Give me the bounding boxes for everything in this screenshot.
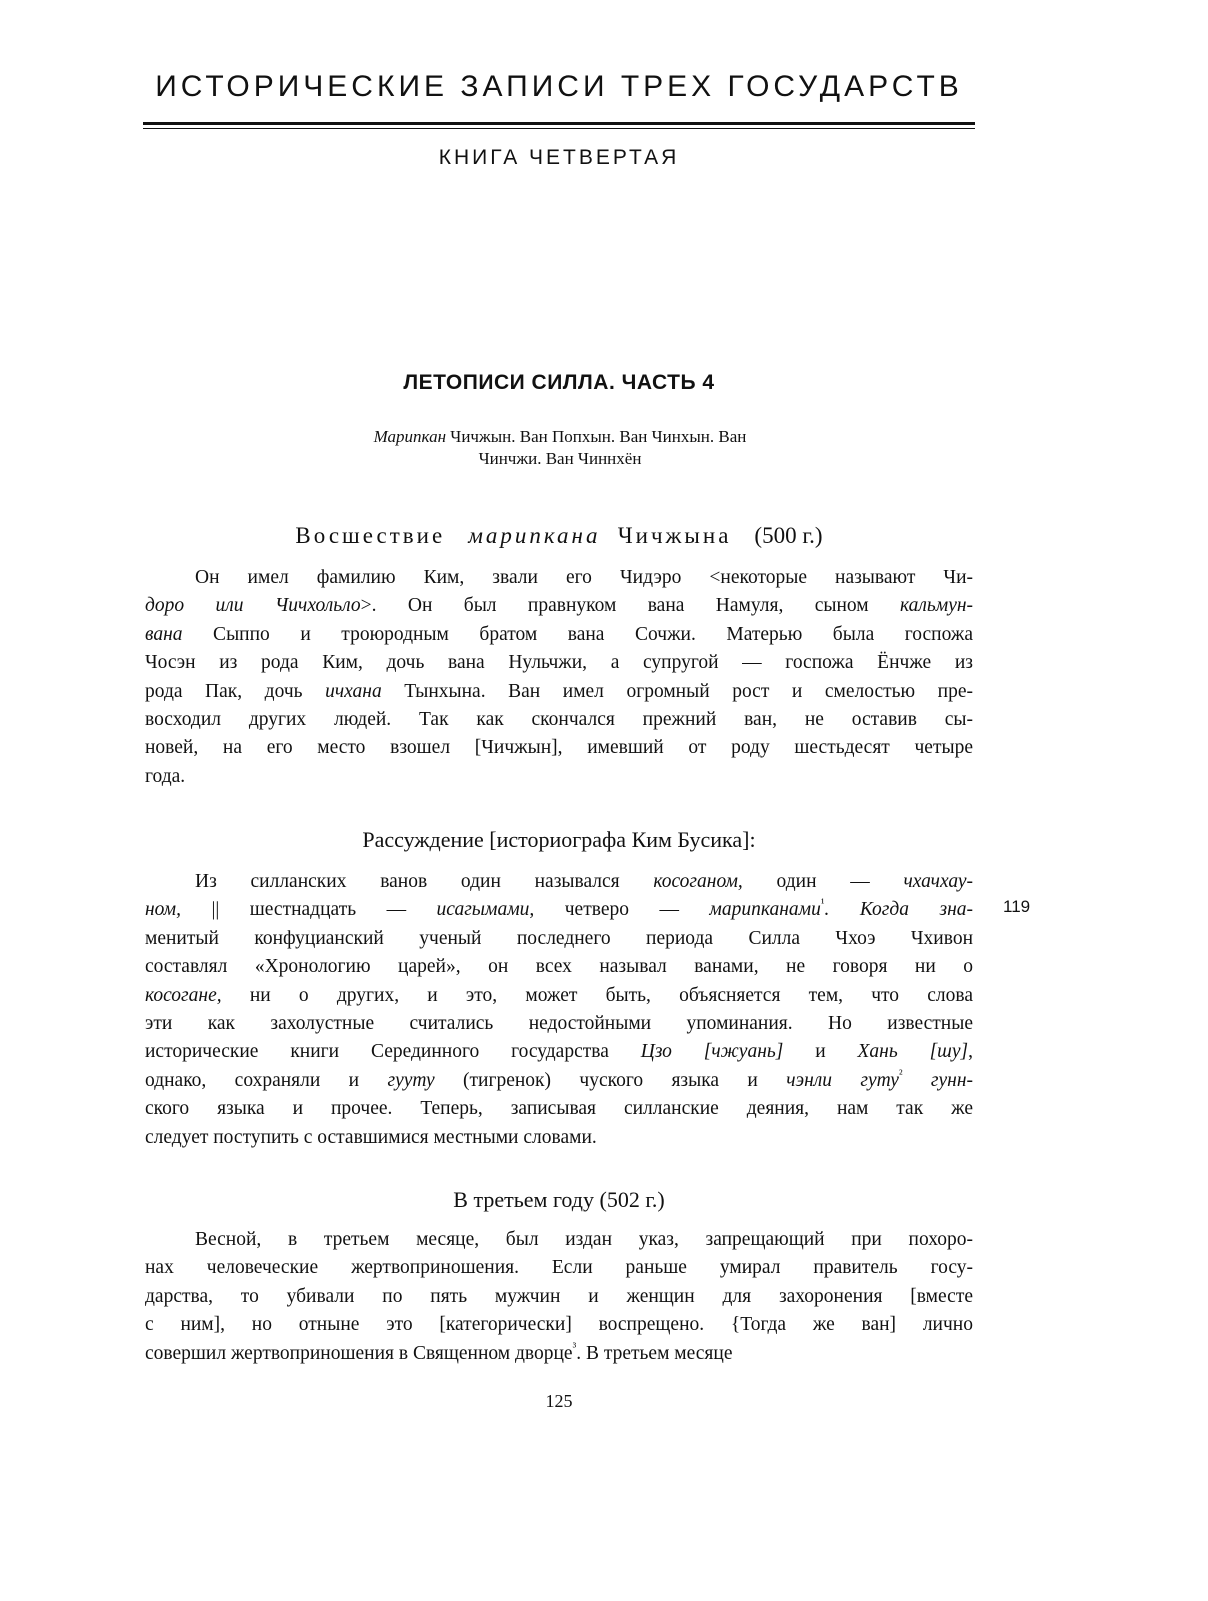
running-head: ИСТОРИЧЕСКИЕ ЗАПИСИ ТРЕХ ГОСУДАРСТВ (155, 70, 963, 103)
contents-title-italic: Марипкан (373, 427, 447, 446)
text-segment: дарства, то убивали по пять мужчин и женщин для захоронения [вместе (145, 1285, 973, 1307)
text-segment: рода Пак, дочь (145, 680, 326, 702)
footnote-marker: ¹ (820, 896, 825, 911)
section-heading-third-year: В третьем году (502 г.) (453, 1187, 665, 1212)
text-line (145, 706, 973, 734)
text-line (145, 982, 973, 1010)
text-segment: новей, на его место взошел [Чичжын], имевший от роду шестьдесят четыре (145, 737, 973, 759)
text-segment: эти как захолустные считались недостойными упоминания. Но известные (145, 1012, 973, 1034)
text-segment: >. Он был правнуком вана Намуля, сыном (360, 595, 900, 617)
text-segment: || шестнадцать — (181, 899, 437, 921)
text-line (145, 592, 973, 620)
italic-term: гууту (387, 1069, 435, 1091)
text-line (145, 896, 973, 924)
heading-year: (500 г.) (754, 523, 823, 548)
heading-name: Чичжына (617, 523, 732, 548)
text-segment: составлял «Хронологию царей», он всех называл ванами, не говоря ни о (145, 956, 973, 978)
text-segment: с ним], но отныне это [категорически] воспрещено. {Тогда же ван] лично (145, 1314, 973, 1336)
margin-page-number: 119 (1003, 897, 1031, 916)
text-line (145, 564, 973, 592)
text-segment: однако, сохраняли и (145, 1069, 388, 1091)
text-segment: года. (145, 765, 186, 787)
italic-term: косогане, (145, 984, 222, 1006)
section-heading-discussion: Рассуждение [историографа Ким Бусика]: (362, 827, 756, 852)
italic-term: исагымами, (436, 899, 535, 921)
text-segment: исторические книги Серединного государства (145, 1041, 641, 1063)
text-segment: нах человеческие жертвоприношения. Если раньше умирал правитель госу- (145, 1257, 973, 1279)
text-segment: один — (742, 871, 904, 892)
italic-term: доро или Чичхольло (145, 595, 361, 617)
header-rule-thin (143, 128, 975, 129)
italic-term: гунн- (902, 1069, 974, 1091)
contents-line-2: Чинчжи. Ван Чиннхён (478, 449, 642, 468)
contents-line-1 (240, 426, 880, 448)
text-segment: Чосэн из рода Ким, дочь вана Нульчжи, а супругой — госпожа Ёнчже из (145, 652, 973, 674)
text-segment: менитый конфуцианский ученый последнего периода Силла Чхоэ Чхивон (145, 927, 973, 949)
chapter-contents (240, 426, 880, 470)
text-line (145, 1226, 973, 1254)
text-segment: ни о других, и это, может быть, объясняется тем, что слова (221, 984, 973, 1006)
heading-title-italic: марипкана (468, 523, 601, 548)
footnote-marker: ² (898, 1066, 903, 1081)
text-line (145, 1067, 973, 1095)
italic-term: Хань [шу] (857, 1041, 969, 1063)
book-title: КНИГА ЧЕТВЕРТАЯ (438, 146, 680, 169)
text-line (145, 925, 973, 953)
text-line (145, 649, 973, 677)
text-line (145, 1283, 973, 1311)
paragraph-discussion (145, 868, 973, 1152)
text-line (145, 1095, 973, 1123)
contents-line-1-rest: Чичжын. Ван Попхын. Ван Чинхын. Ван (446, 427, 747, 446)
section-heading-accession (143, 523, 975, 549)
text-segment: (тигренок) чуского языка и (434, 1069, 787, 1091)
text-line (145, 621, 973, 649)
text-segment: . В третьем месяце (576, 1342, 733, 1364)
italic-term: косоганом, (653, 871, 743, 892)
italic-term: чхачхау- (903, 871, 973, 892)
footnote-marker: ³ (572, 1339, 577, 1354)
text-line (145, 1010, 973, 1038)
italic-term: марипканами (709, 899, 821, 921)
text-segment: четверо — (534, 899, 710, 921)
page-number: 125 (545, 1391, 573, 1411)
text-line (145, 1311, 973, 1339)
text-segment: восходил других людей. Так как скончался прежний ван, не оставив сы- (145, 708, 973, 730)
chapter-title: ЛЕТОПИСИ СИЛЛА. ЧАСТЬ 4 (403, 371, 715, 394)
text-segment: , (968, 1041, 973, 1063)
italic-term: кальмун- (899, 595, 974, 617)
text-line (145, 763, 973, 791)
text-line (145, 1340, 973, 1368)
italic-term: вана (145, 623, 183, 645)
text-segment: Весной, в третьем месяце, был издан указ, запрещающий при похоро- (195, 1229, 973, 1250)
italic-term: чэнли гуту (786, 1069, 899, 1091)
italic-term: ном, (145, 899, 182, 921)
text-segment: и (783, 1041, 858, 1063)
text-segment: Сыппо и троюродным братом вана Сочжи. Матерью была госпожа (182, 623, 973, 645)
italic-term: . Когда зна- (824, 899, 973, 921)
text-segment: Он имел фамилию Ким, звали его Чидэро <некоторые называют Чи- (195, 567, 973, 588)
text-line (145, 868, 973, 896)
italic-term: Цзо [чжуань] (640, 1041, 784, 1063)
text-segment: ского языка и прочее. Теперь, записывая силланские деяния, нам так же (145, 1098, 973, 1120)
text-segment: следует поступить с оставшимися местными словами. (145, 1126, 597, 1148)
paragraph-third-year (145, 1226, 973, 1368)
text-line (145, 1038, 973, 1066)
paragraph-accession (145, 564, 973, 791)
heading-word: Восшествие (295, 523, 446, 548)
text-line (145, 1124, 973, 1152)
text-line (145, 678, 973, 706)
text-line (145, 1254, 973, 1282)
text-segment: Из силланских ванов один назывался (195, 871, 654, 892)
text-segment: совершил жертвоприношения в Священном дворце (145, 1342, 573, 1364)
italic-term: ичхана (325, 680, 382, 702)
header-rule-thick (143, 122, 975, 125)
text-line (145, 734, 973, 762)
text-line (145, 953, 973, 981)
text-segment: Тынхына. Ван имел огромный рост и смелостью пре- (381, 680, 974, 702)
